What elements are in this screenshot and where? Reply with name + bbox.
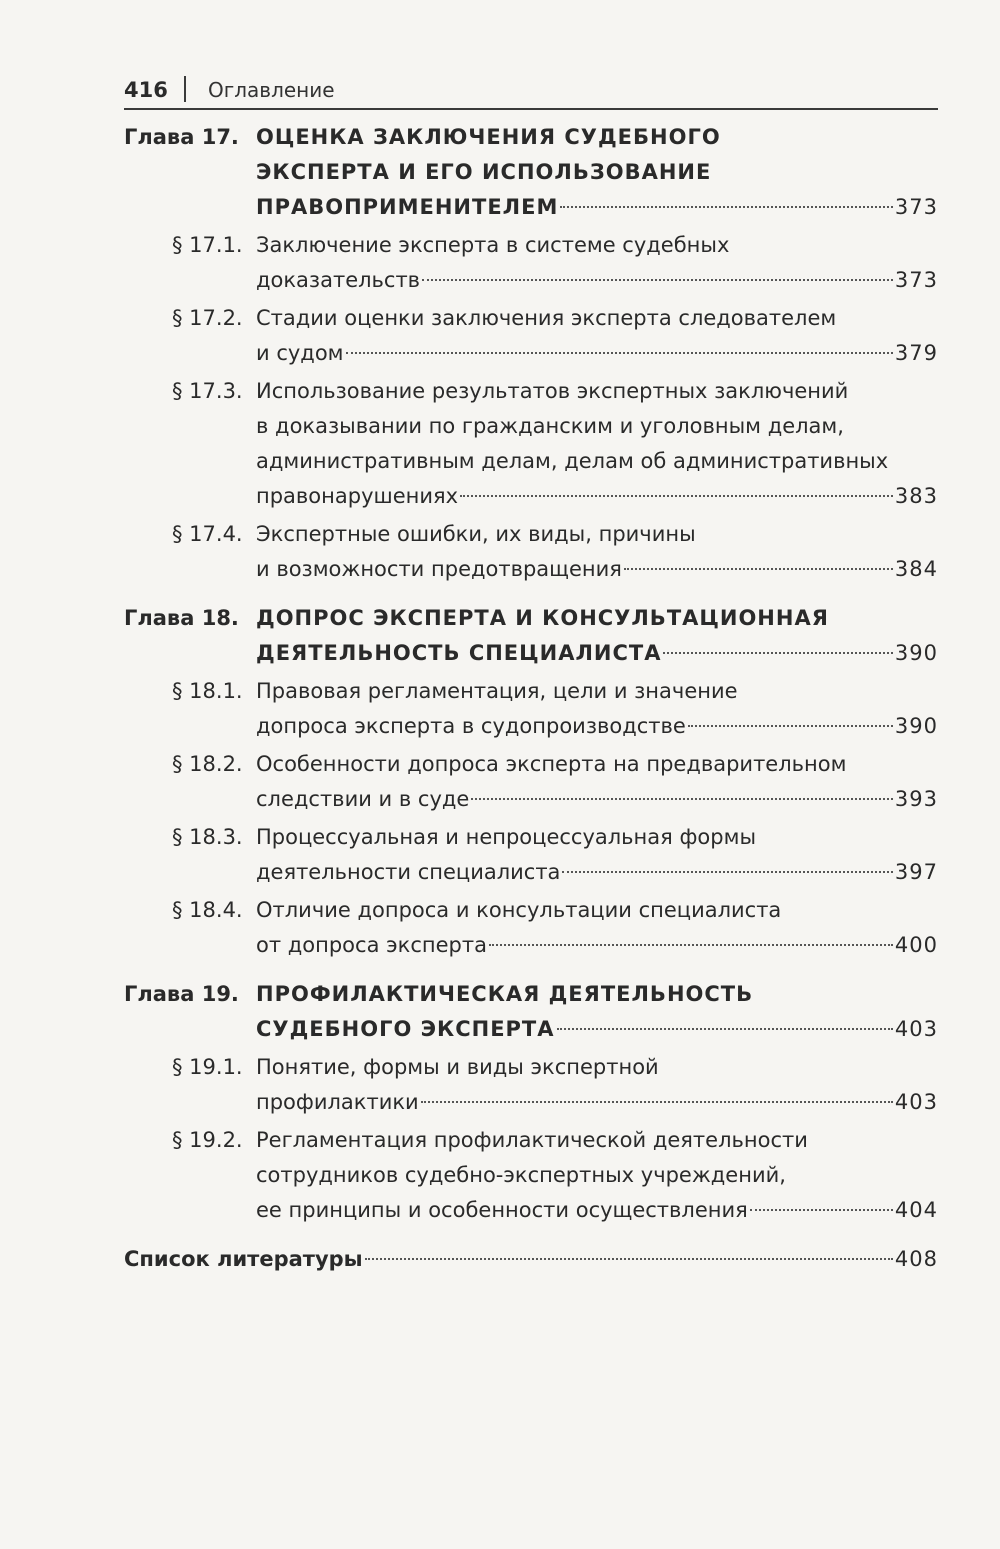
- chapter-label: Глава 17.: [124, 125, 239, 149]
- page-ref: 383: [894, 484, 938, 508]
- dot-leader: [489, 943, 893, 946]
- dot-leader: [562, 870, 892, 873]
- section-title-line: Экспертные ошибки, их виды, причины: [256, 522, 696, 546]
- toc-section-17-1[interactable]: [124, 228, 938, 298]
- dot-leader: [471, 797, 893, 800]
- section-title-line: сотрудников судебно-экспертных учреждений,: [256, 1163, 786, 1187]
- dot-leader: [346, 351, 893, 354]
- toc-chapter-18[interactable]: [124, 601, 938, 671]
- running-header: [124, 76, 938, 110]
- page-ref: 384: [894, 557, 938, 581]
- section-title-line: от допроса эксперта: [256, 933, 487, 957]
- dot-leader: [663, 651, 892, 654]
- dot-leader: [460, 494, 893, 497]
- section-title-line: и судом: [256, 341, 344, 365]
- chapter-label: Глава 18.: [124, 606, 239, 630]
- dot-leader: [688, 724, 893, 727]
- section-label: § 17.4.: [172, 522, 243, 546]
- section-label: § 17.2.: [172, 306, 243, 330]
- dot-leader: [421, 1100, 893, 1103]
- page-ref: 379: [894, 341, 938, 365]
- toc-section-18-2[interactable]: [124, 747, 938, 817]
- page-ref: 403: [894, 1017, 938, 1041]
- section-label: § 18.1.: [172, 679, 243, 703]
- section-title-line: Особенности допроса эксперта на предварительном: [256, 752, 847, 776]
- section-title-line: и возможности предотвращения: [256, 557, 622, 581]
- toc-chapter-19[interactable]: [124, 977, 938, 1047]
- section-label: § 18.2.: [172, 752, 243, 776]
- section-title-line: Регламентация профилактической деятельности: [256, 1128, 808, 1152]
- page-ref: 404: [894, 1198, 938, 1222]
- section-title-line: допроса эксперта в судопроизводстве: [256, 714, 686, 738]
- section-title-line: правонарушениях: [256, 484, 459, 508]
- page-ref: 408: [894, 1247, 938, 1271]
- page-ref: 390: [894, 641, 938, 665]
- toc-section-19-1[interactable]: [124, 1050, 938, 1120]
- chapter-label: Глава 19.: [124, 982, 239, 1006]
- section-title-line: административным делам, делам об административных: [256, 449, 889, 473]
- chapter-title-line: ДОПРОС ЭКСПЕРТА И КОНСУЛЬТАЦИОННАЯ: [256, 606, 829, 630]
- toc-chapter-17[interactable]: [124, 120, 938, 225]
- chapter-title-line: ПРОФИЛАКТИЧЕСКАЯ ДЕЯТЕЛЬНОСТЬ: [256, 982, 754, 1006]
- section-label: § 18.3.: [172, 825, 243, 849]
- section-label: § 17.1.: [172, 233, 243, 257]
- section-title-line: Заключение эксперта в системе судебных: [256, 233, 730, 257]
- section-title-line: деятельности специалиста: [256, 860, 561, 884]
- section-label: § 17.3.: [172, 379, 243, 403]
- dot-leader: [624, 567, 893, 570]
- page-ref: 393: [894, 787, 938, 811]
- toc-section-19-2[interactable]: [124, 1123, 938, 1228]
- section-title-line: Понятие, формы и виды экспертной: [256, 1055, 659, 1079]
- running-title: Оглавление: [208, 78, 335, 102]
- chapter-title-line: СУДЕБНОГО ЭКСПЕРТА: [256, 1017, 555, 1041]
- section-title-line: Использование результатов экспертных заключений: [256, 379, 849, 403]
- section-title-line: профилактики: [256, 1090, 419, 1114]
- section-title-line: Стадии оценки заключения эксперта следователем: [256, 306, 837, 330]
- page-number: 416: [124, 78, 168, 102]
- chapter-title-line: ЭКСПЕРТА И ЕГО ИСПОЛЬЗОВАНИЕ: [256, 160, 712, 184]
- toc-section-18-3[interactable]: [124, 820, 938, 890]
- section-title-line: Правовая регламентация, цели и значение: [256, 679, 738, 703]
- page-ref: 397: [894, 860, 938, 884]
- section-label: § 19.1.: [172, 1055, 243, 1079]
- dot-leader: [557, 1027, 893, 1030]
- dot-leader: [560, 205, 893, 208]
- section-title-line: в доказывании по гражданским и уголовным делам,: [256, 414, 844, 438]
- toc-section-17-2[interactable]: [124, 301, 938, 371]
- table-of-contents: [124, 120, 938, 1277]
- page-ref: 390: [894, 714, 938, 738]
- toc-section-18-4[interactable]: [124, 893, 938, 963]
- toc-section-17-3[interactable]: [124, 374, 938, 514]
- section-title-line: Процессуальная и непроцессуальная формы: [256, 825, 757, 849]
- dot-leader: [422, 278, 893, 281]
- chapter-title-line: ПРАВОПРИМЕНИТЕЛЕМ: [256, 195, 559, 219]
- section-title-line: следствии и в суде: [256, 787, 470, 811]
- toc-section-18-1[interactable]: [124, 674, 938, 744]
- references-title: Список литературы: [124, 1247, 363, 1271]
- section-title-line: ее принципы и особенности осуществления: [256, 1198, 748, 1222]
- page-ref: 403: [894, 1090, 938, 1114]
- page-ref: 373: [894, 195, 938, 219]
- section-title-line: доказательств: [256, 268, 421, 292]
- page-ref: 373: [894, 268, 938, 292]
- chapter-title-line: ДЕЯТЕЛЬНОСТЬ СПЕЦИАЛИСТА: [256, 641, 662, 665]
- section-title-line: Отличие допроса и консультации специалиста: [256, 898, 782, 922]
- chapter-title-line: ОЦЕНКА ЗАКЛЮЧЕНИЯ СУДЕБНОГО: [256, 125, 721, 149]
- page-ref: 400: [894, 933, 938, 957]
- dot-leader: [750, 1208, 893, 1211]
- header-separator: [184, 76, 186, 102]
- dot-leader: [365, 1257, 893, 1260]
- section-label: § 18.4.: [172, 898, 243, 922]
- section-label: § 19.2.: [172, 1128, 243, 1152]
- toc-references[interactable]: [124, 1242, 938, 1277]
- toc-section-17-4[interactable]: [124, 517, 938, 587]
